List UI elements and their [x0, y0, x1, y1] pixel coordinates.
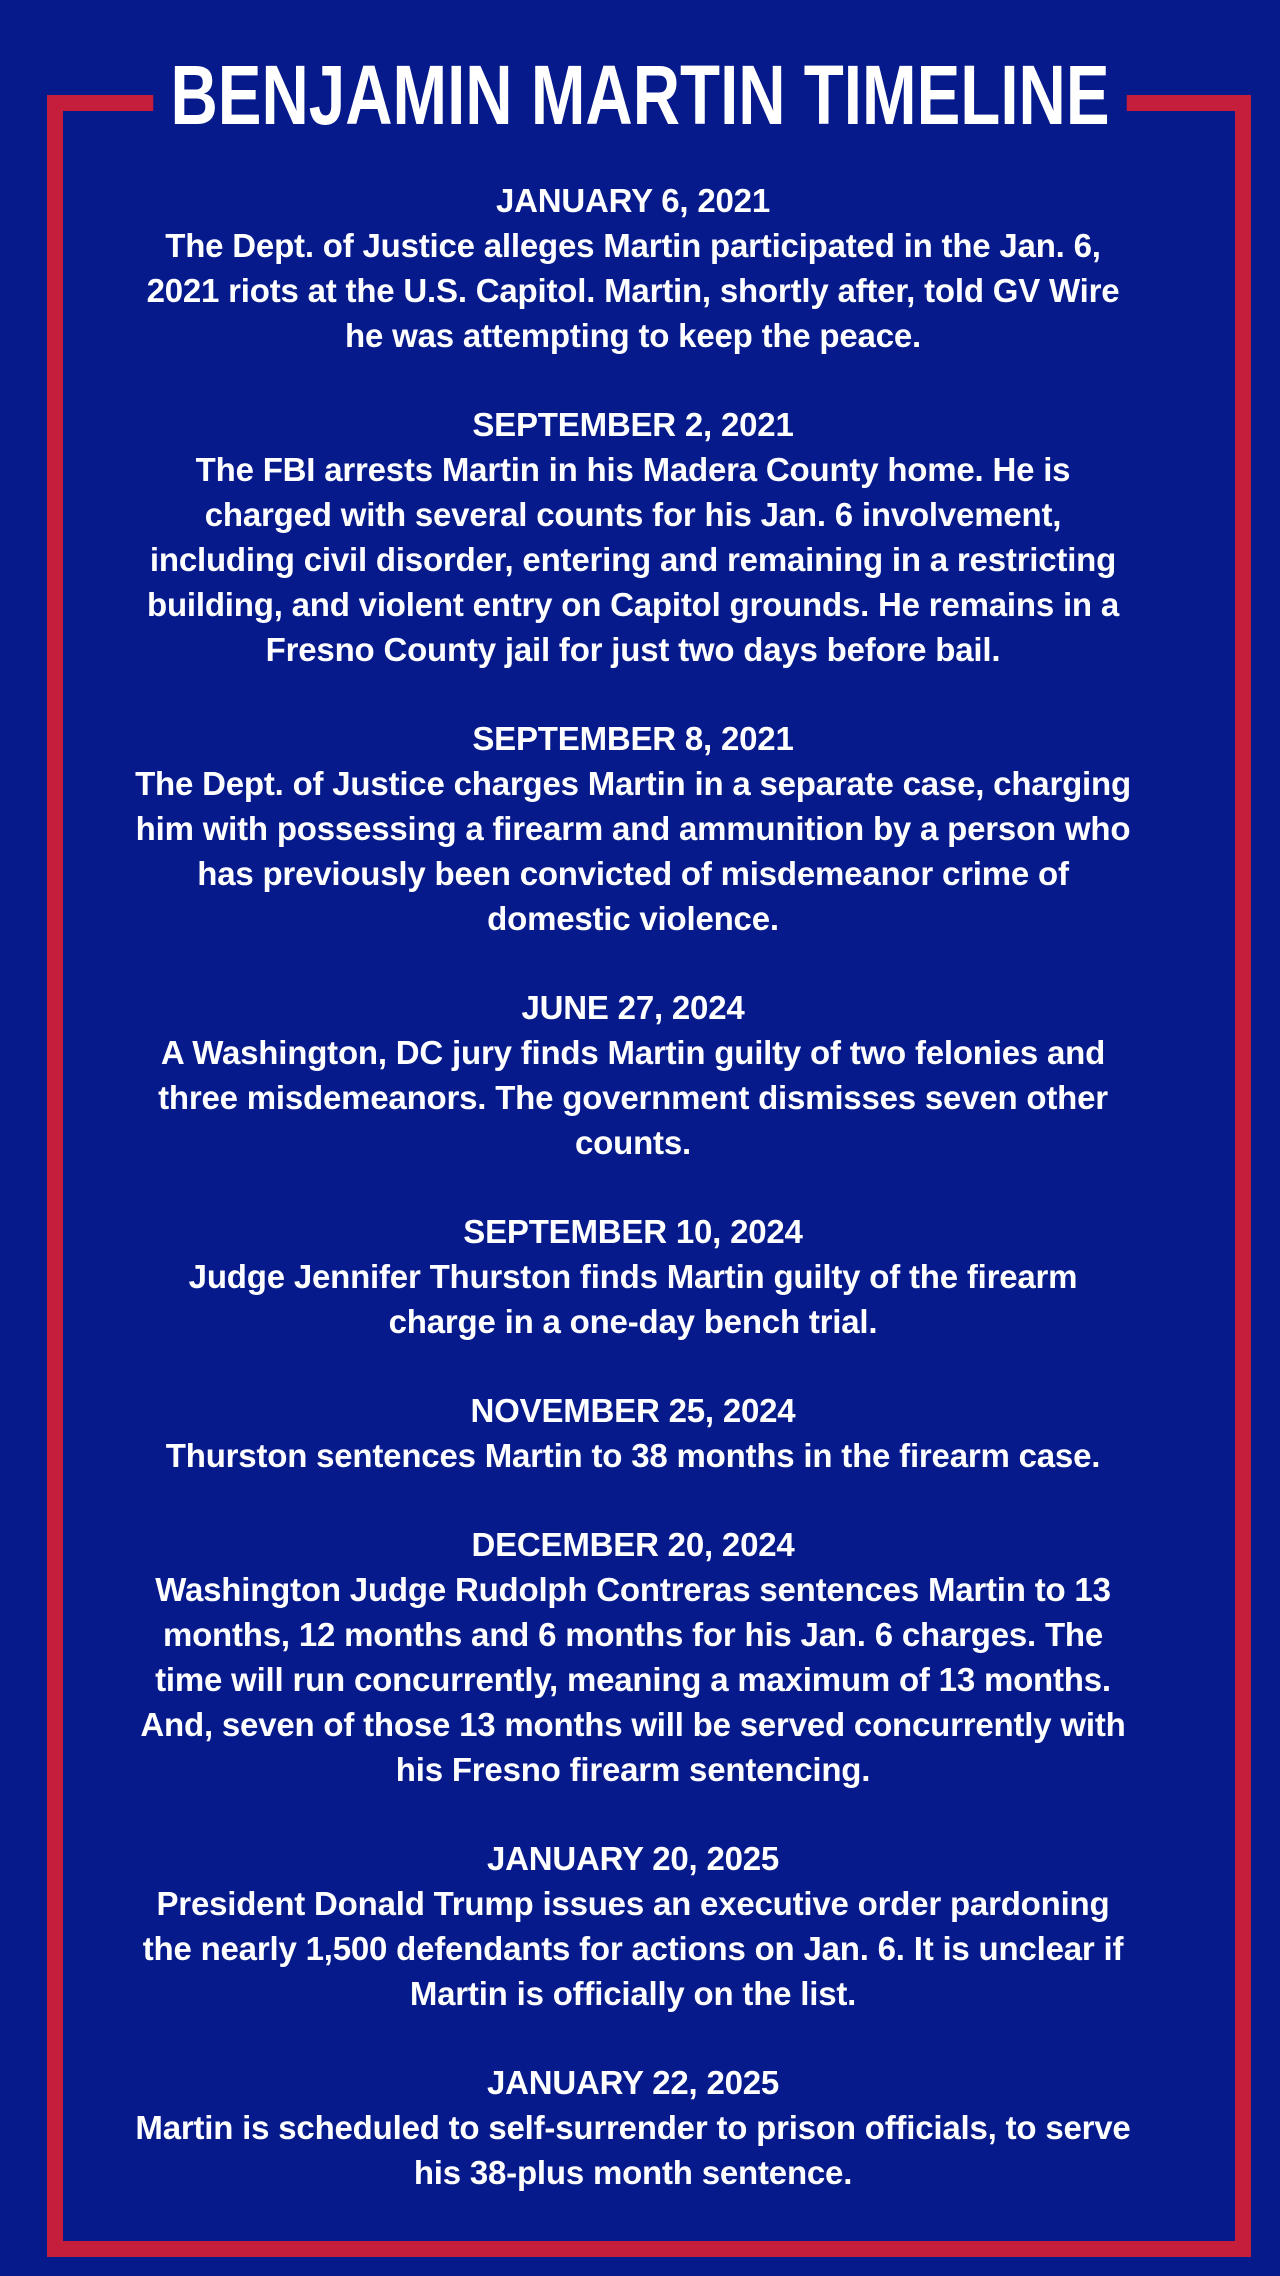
timeline-event: [133, 716, 1133, 941]
timeline-event: [133, 1209, 1133, 1344]
event-date: SEPTEMBER 8, 2021: [472, 720, 794, 757]
title-container: [0, 40, 1280, 150]
event-date: JANUARY 22, 2025: [486, 2064, 780, 2101]
timeline-event: [133, 402, 1133, 672]
timeline-event: [133, 2060, 1133, 2195]
event-description: Judge Jennifer Thurston finds Martin guilty of the firearm charge in a one-day bench trial.: [188, 1258, 1078, 1340]
event-description: The Dept. of Justice charges Martin in a separate case, charging him with possessing a firearm and ammunition by a person who has previously been convicted of misdemeanor crime of domestic violence.: [135, 765, 1131, 937]
event-date: JUNE 27, 2024: [521, 989, 745, 1026]
page-title: BENJAMIN MARTIN TIMELINE: [153, 40, 1126, 150]
timeline-event: [133, 1388, 1133, 1478]
event-description: President Donald Trump issues an executive order pardoning the nearly 1,500 defendants for actions on Jan. 6. It is unclear if Martin is officially on the list.: [142, 1885, 1124, 2012]
event-description: The Dept. of Justice alleges Martin participated in the Jan. 6, 2021 riots at the U.S. Capitol. Martin, shortly after, told GV Wire he was attempting to keep the peace.: [146, 227, 1120, 354]
event-date: NOVEMBER 25, 2024: [470, 1392, 796, 1429]
event-date: DECEMBER 20, 2024: [471, 1526, 795, 1563]
timeline: [133, 178, 1133, 2239]
timeline-event: [133, 1522, 1133, 1792]
event-date: JANUARY 20, 2025: [486, 1840, 780, 1877]
event-date: SEPTEMBER 2, 2021: [472, 406, 794, 443]
event-description: Thurston sentences Martin to 38 months in the firearm case.: [165, 1437, 1101, 1474]
timeline-event: [133, 985, 1133, 1165]
event-date: SEPTEMBER 10, 2024: [463, 1213, 803, 1250]
event-description: Washington Judge Rudolph Contreras sentences Martin to 13 months, 12 months and 6 months for his Jan. 6 charges. The time will run concurrently, meaning a maximum of 13 months. And, seven of those 13 months will be served concurrently with his Fresno firearm sentencing.: [140, 1571, 1126, 1788]
timeline-event: [133, 178, 1133, 358]
event-description: A Washington, DC jury finds Martin guilty of two felonies and three misdemeanors. The government dismisses seven other counts.: [158, 1034, 1108, 1161]
event-description: The FBI arrests Martin in his Madera County home. He is charged with several counts for his Jan. 6 involvement, including civil disorder, entering and remaining in a restricting building, and violent entry on Capitol grounds. He remains in a Fresno County jail for just two days before bail.: [147, 451, 1119, 668]
timeline-event: [133, 1836, 1133, 2016]
event-description: Martin is scheduled to self-surrender to prison officials, to serve his 38-plus month sentence.: [135, 2109, 1131, 2191]
event-date: JANUARY 6, 2021: [496, 182, 770, 219]
